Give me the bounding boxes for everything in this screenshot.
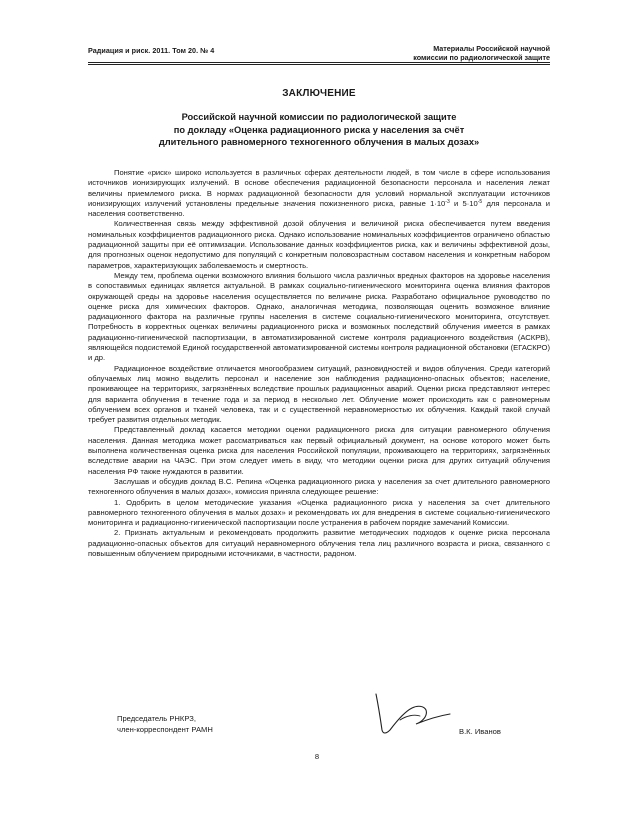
document-subtitle: [88, 111, 550, 149]
risk-exponent-population: -5: [477, 198, 483, 205]
position-line-1: Председатель РНКРЗ,: [117, 714, 196, 723]
subtitle-line-1: Российской научной комиссии по радиологической защите: [181, 112, 457, 122]
signatory-name: В.К. Иванов: [459, 727, 501, 736]
journal-citation: Радиация и риск. 2011. Том 20. № 4: [88, 46, 215, 55]
signatory-position: [117, 714, 213, 735]
subtitle-line-2: по докладу «Оценка радиационного риска у населения за счёт: [173, 124, 465, 135]
section-header-line-2: комиссии по радиологической защите: [413, 53, 550, 62]
body-text: [88, 168, 550, 559]
section-header: [413, 44, 550, 62]
page-number: 8: [314, 752, 320, 761]
position-line-2: член-корреспондент РАМН: [117, 724, 213, 734]
paragraph-1-mid: и 5·10: [449, 198, 478, 208]
paragraph: Представленный доклад касается методики оценки радиационного риска для ситуации равномерного облучения населения. Данная методика может рассматриваться как первый официальный документ, на основе которого может быть выполнена количественная оценка риска для населения Российской популяции, проживающего на территориях, загрязнённых вследствие аварии на ЧАЭС. При этом следует иметь в виду, что методики оценки риска для других ситуаций облучения населения РФ также нуждаются в развитии.: [88, 425, 550, 476]
document-title: ЗАКЛЮЧЕНИЕ: [282, 88, 356, 99]
header-rule-top: [88, 62, 550, 63]
handwritten-signature: [366, 690, 454, 738]
header-rule-bottom: [88, 64, 550, 65]
risk-exponent-personnel: -3: [445, 198, 450, 205]
paragraph: Радиационное воздействие отличается многообразием ситуаций, разновидностей и видов облучения. Среди категорий облучаемых лиц можно выделить персонал и население зон наблюдения радиационно-опасных объектов; население, проживающее на территориях, загрязнённых вследствие прошлых радиационных аварий. Оценки риска представляют интерес для варианта облучения в течение года и за период в несколько лет. Облучение может происходить как с равномерным облучением всех органов и тканей человека, так и с существенной неравномерностью их облучения. Каждый такой случай требует развития отдельных методик.: [88, 363, 550, 425]
paragraph-1-text: Понятие «риск» широко используется в различных сферах деятельности людей, в том числе в сфере использования источников ионизирующих излучений. В основе обеспечения радиационной безопасности персонала и населения лежат величины приемлемого риска. В нормах радиационной безопасности для условий нормальной эксплуатации источников ионизирующих излучений установлены предельные значения пожизненного риска, равные 1·10: [88, 168, 550, 208]
section-header-line-1: Материалы Российской научной: [433, 44, 550, 53]
subtitle-line-3: длительного равномерного техногенного облучения в малых дозах»: [158, 137, 480, 147]
decision-item-2: 2. Признать актуальным и рекомендовать продолжить развитие методических подходов к оценке риска персонала радиационно-опасных объектов для ситуаций неравномерного облучения тела лиц различного возраста и риска, связанного с повышенным облучением природными источниками, в частности, радоном.: [88, 528, 550, 558]
paragraph-1-end: для персонала и населения соответственно.: [88, 198, 550, 219]
paragraph: Количественная связь между эффективной дозой облучения и величиной риска обеспечивается путем введения номинальных коэффициентов радиационного риска. Однако использование номинальных коэффициентов ограничено областью радиационной защиты при её оптимизации. Использование данных коэффициентов риска, как и величины эффективной дозы, для прогнозных оценок недопустимо для популяций с конкретным половозрастным составом населения и конкретным набором параметров, характеризующих заболеваемость и смертность.: [88, 219, 550, 270]
paragraph: Между тем, проблема оценки возможного влияния большого числа различных вредных факторов на здоровье населения в сопоставимых единицах является актуальной. В рамках социально-гигиенического мониторинга оценка влияния факторов окружающей среды на здоровье населения осуществляется по величине риска. Разработано официальное руководство по оценке риска для химических факторов. Однако, аналогичная методика, позволяющая оценить возможное влияние радиационного фактора на различные группы населения в системе социально-гигиенического мониторинга, отсутствует. Потребность в корректных оценках величины радиационного риска и возможных последствий облучения имеется в рамках радиационно-гигиенической паспортизации, в автоматизированной системе контроля радиационного воздействия (АСКРВ), являющейся подсистемой Единой государственной автоматизированной системы контроля радиационной обстановки (ЕГАСКРО) и др.: [88, 270, 550, 363]
paragraph: Заслушав и обсудив доклад В.С. Репина «Оценка радиационного риска у населения за счет длительного равномерного техногенного облучения в малых дозах», комиссия приняла следующее решение:: [88, 476, 550, 497]
paragraph: [88, 168, 550, 219]
decision-item-1: 1. Одобрить в целом методические указания «Оценка радиационного риска у населения за счет длительного равномерного техногенного облучения в малых дозах» и рекомендовать их для внедрения в системе социально-гигиенического мониторинга и радиационно-гигиенической паспортизации после устранения в рабочем порядке замечаний Комиссии.: [88, 497, 550, 528]
